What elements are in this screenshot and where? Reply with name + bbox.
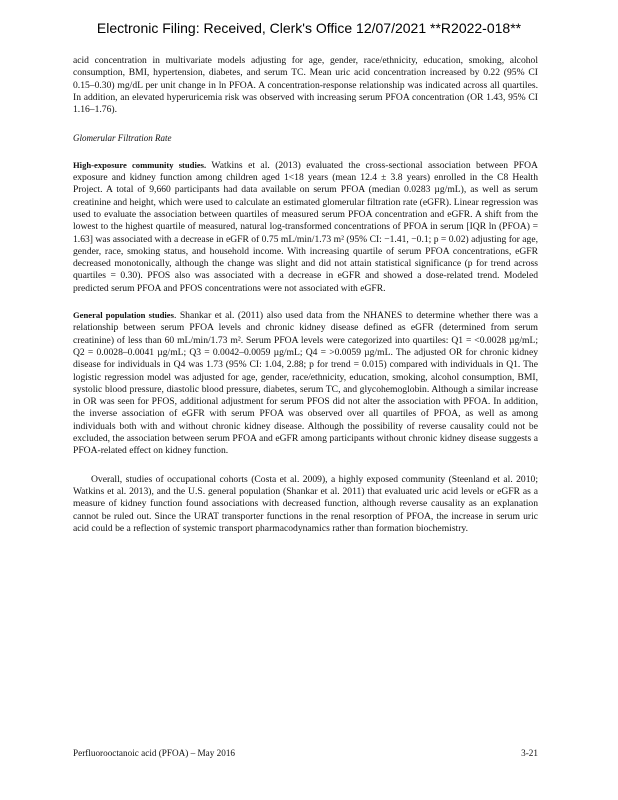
footer-document-title: Perfluorooctanoic acid (PFOA) – May 2016 xyxy=(73,748,236,758)
paragraph-text-general-population: . Shankar et al. (2011) also used data from the NHANES to determine whether there was a relationship between serum PFOA levels and chronic kidney disease defined as eGFR (determined from serum creatinine) of less than 60 mL/min/1.73 m². Serum PFOA levels were categorized into quartiles: Q1 = <0.0028 µg/mL; Q2 = 0.0028–0.0041 µg/mL; Q3 = 0.0042–0.0059 µg/mL; Q4 = >0.0059 µg/mL. The adjusted OR for chronic kidney disease for individuals in Q4 was 1.73 (95% CI: 1.04, 2.88; p for trend = 0.015) compared with individuals in Q1. The logistic regression model was adjusted for age, gender, race/ethnicity, education, smoking, alcohol consumption, BMI, systolic blood pressure, diastolic blood pressure, diabetes, serum TC, and glycohemoglobin. Although a similar increase in OR was seen for PFOS, additional adjustment for serum PFOS did not alter the association with PFOA. In addition, the inverse association of eGFR with serum PFOA was observed over all quartiles of PFOA, as well as among individuals both with and without chronic kidney disease. Although the possibility of reverse causality could not be excluded, the association between serum PFOA and eGFR among participants without chronic kidney disease suggests a PFOA-related effect on kidney function. xyxy=(73,310,538,457)
paragraph-lead-general-population: General population studies xyxy=(73,310,174,321)
paragraph-lead-high-exposure: High-exposure community studies. xyxy=(73,159,207,170)
paragraph-high-exposure xyxy=(73,159,538,295)
filing-stamp: Electronic Filing: Received, Clerk's Office 12/07/2021 **R2022-018** xyxy=(96,20,522,36)
paragraph-overall: Overall, studies of occupational cohorts (Costa et al. 2009), a highly exposed community (Steenland et al. 2010; Watkins et al. 2013), and the U.S. general population (Shankar et al. 2011) that evaluated uric acid levels or eGFR as a measure of kidney function found associations with decreased function, although reverse causality as an explanation cannot be ruled out. Since the URAT transporter functions in the renal resorption of PFOA, the increase in serum uric acid could be a reflection of systemic transport pharmacodynamics rather than formation biochemistry. xyxy=(73,473,538,534)
paragraph-uric-acid: acid concentration in multivariate models adjusting for age, gender, race/ethnicity, education, smoking, alcohol consumption, BMI, hypertension, diabetes, and serum TC. Mean uric acid concentration increased by 0.22 (95% CI 0.15–0.30) mg/dL per unit change in ln PFOA. A concentration-response relationship was indicated across all quartiles. In addition, an elevated hyperuricemia risk was observed with increasing serum PFOA concentration (OR 1.43, 95% CI 1.16–1.76). xyxy=(73,55,538,116)
footer-page-number: 3-21 xyxy=(521,748,538,758)
paragraph-text-high-exposure: Watkins et al. (2013) evaluated the cross-sectional association between PFOA exposure and kidney function among children aged 1<18 years (mean 12.4 ± 3.8 years) enrolled in the C8 Health Project. A total of 9,660 participants had data available on serum PFOA (median 0.0283 µg/mL), as well as serum creatinine and height, which were used to calculate an estimated glomerular filtration rate (eGFR). Linear regression was used to evaluate the association between quartiles of measured serum PFOA concentration and eGFR. A shift from the lowest to the highest quartile of measured, natural log-transformed concentrations of PFOA in serum [IQR ln (PFOA) = 1.63] was associated with a decrease in eGFR of 0.75 mL/min/1.73 m² (95% CI: −1.41, −0.1; p = 0.02) adjusting for age, gender, race, smoking status, and household income. With increasing quartile of serum PFOA concentrations, eGFR decreased monotonically, although the change was slight and did not attain statistical significance (p for trend across quartiles = 0.30). PFOS also was associated with a decrease in eGFR and showed a dose-related trend. Modeled predicted serum PFOA and PFOS concentrations were not associated with eGFR. xyxy=(73,159,538,294)
document-body xyxy=(73,55,538,535)
section-subheading: Glomerular Filtration Rate xyxy=(73,133,172,144)
paragraph-general-population xyxy=(73,309,538,458)
